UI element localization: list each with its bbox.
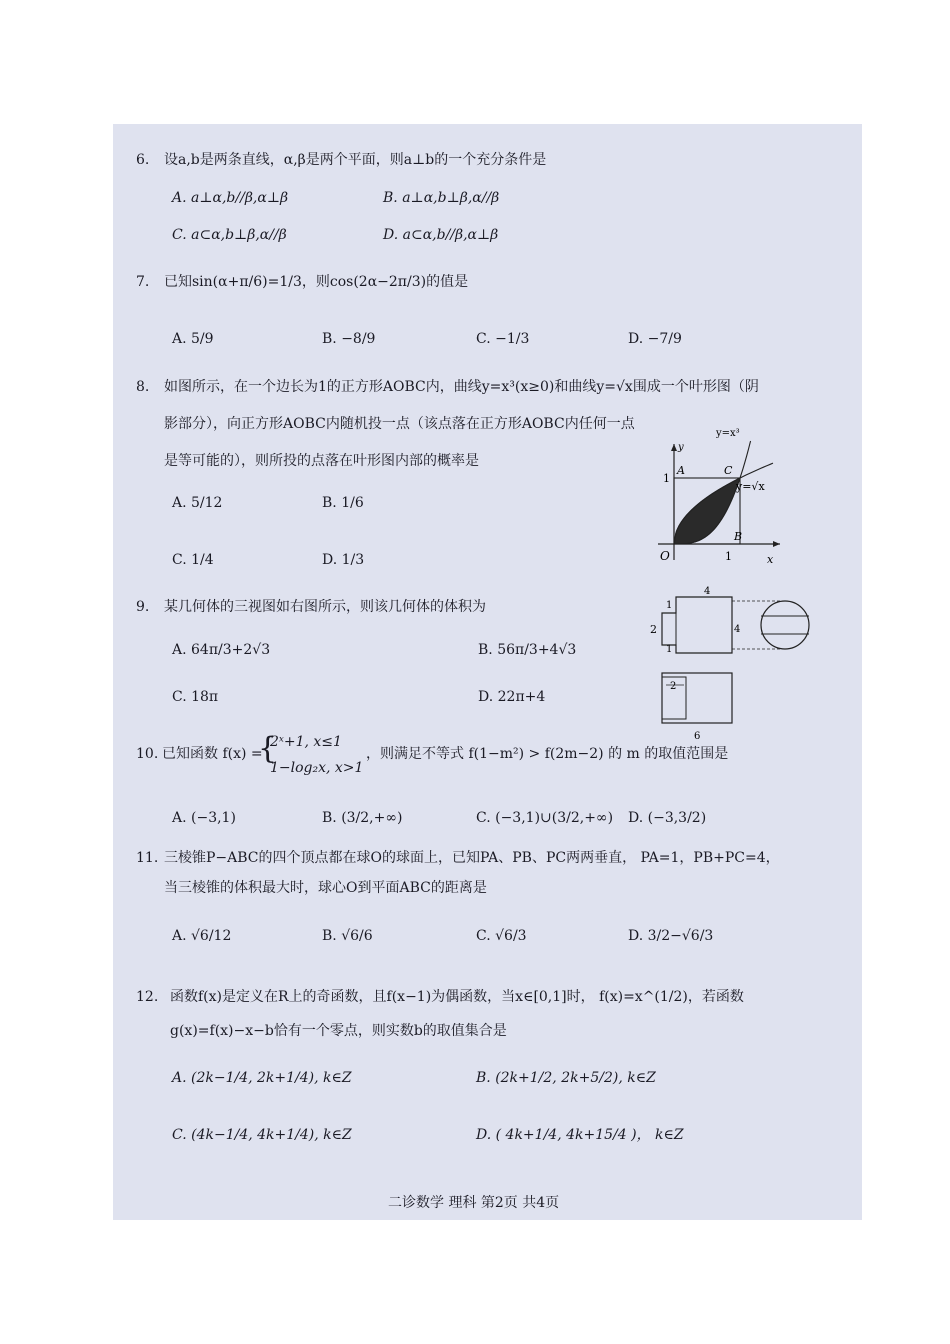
q7-option-a: A. 5/9 bbox=[172, 331, 214, 347]
q9-dim-bottom1: 1 bbox=[666, 644, 673, 655]
q6-option-d: D. a⊂α,b//β,α⊥β bbox=[383, 227, 499, 243]
q10-option-c: C. (−3,1)∪(3/2,+∞) bbox=[476, 810, 614, 826]
q12-option-a: A. (2k−1/4, 2k+1/4), k∈Z bbox=[172, 1070, 352, 1086]
q10-option-d: D. (−3,3/2) bbox=[628, 810, 707, 826]
q9-dim-right4: 4 bbox=[734, 624, 741, 635]
q9-dim-left1: 1 bbox=[666, 600, 673, 611]
q12-option-b: B. (2k+1/2, 2k+5/2), k∈Z bbox=[476, 1070, 656, 1086]
page-footer: 二诊数学 理科 第2页 共4页 bbox=[388, 1195, 560, 1211]
q6-option-b: B. a⊥α,b⊥β,α//β bbox=[383, 190, 500, 206]
q7-stem: 已知sin(α+π/6)=1/3，则cos(2α−2π/3)的值是 bbox=[164, 274, 469, 290]
q9-dim-left2: 2 bbox=[650, 623, 657, 636]
q8-tick-y1: 1 bbox=[663, 472, 670, 485]
q11-option-d: D. 3/2−√6/3 bbox=[628, 928, 714, 944]
q9-three-view-figure bbox=[640, 585, 840, 745]
q9-option-c: C. 18π bbox=[172, 689, 219, 705]
q8-option-d: D. 1/3 bbox=[322, 552, 365, 568]
q11-option-b: B. √6/6 bbox=[322, 928, 373, 944]
q8-tick-x1: 1 bbox=[725, 550, 732, 563]
q8-stem-line3: 是等可能的），则所投的点落在叶形图内部的概率是 bbox=[164, 453, 479, 469]
q8-stem-line2: 影部分），向正方形AOBC内随机投一点（该点落在正方形AOBC内任何一点 bbox=[164, 416, 635, 432]
q8-label-a: A bbox=[677, 464, 685, 477]
q7-option-d: D. −7/9 bbox=[628, 331, 682, 347]
q8-label-c: C bbox=[724, 464, 733, 477]
q11-option-a: A. √6/12 bbox=[172, 928, 232, 944]
q12-option-c: C. (4k−1/4, 4k+1/4), k∈Z bbox=[172, 1127, 352, 1143]
q7-option-b: B. −8/9 bbox=[322, 331, 376, 347]
q11-option-c: C. √6/3 bbox=[476, 928, 527, 944]
q8-number: 8. bbox=[136, 379, 150, 395]
q8-label-cube: y=x³ bbox=[716, 428, 740, 439]
q8-label-x: x bbox=[767, 553, 774, 566]
q10-stem-prefix: 已知函数 f(x) = bbox=[162, 746, 263, 762]
q10-stem-suffix: ，则满足不等式 f(1−m²) > f(2m−2) 的 m 的取值范围是 bbox=[366, 746, 729, 762]
q6-option-c: C. a⊂α,b⊥β,α//β bbox=[172, 227, 287, 243]
q6-stem: 设a,b是两条直线，α,β是两个平面，则a⊥b的一个充分条件是 bbox=[164, 152, 547, 168]
q10-option-b: B. (3/2,+∞) bbox=[322, 810, 403, 826]
q9-option-d: D. 22π+4 bbox=[478, 689, 546, 705]
q9-side-view-circle bbox=[761, 601, 809, 649]
q9-option-b: B. 56π/3+4√3 bbox=[478, 642, 577, 658]
q10-option-a: A. (−3,1) bbox=[172, 810, 236, 826]
q9-dim-top2: 2 bbox=[670, 681, 677, 692]
q8-option-c: C. 1/4 bbox=[172, 552, 214, 568]
q8-label-o: O bbox=[660, 549, 670, 563]
q10-piece2: 1−log₂x, x>1 bbox=[270, 760, 364, 776]
q8-option-b: B. 1/6 bbox=[322, 495, 364, 511]
q12-stem-line1: 函数f(x)是定义在R上的奇函数，且f(x−1)为偶函数，当x∈[0,1]时， f(x)=x^(1/2)，若函数 bbox=[170, 989, 744, 1005]
q9-number: 9. bbox=[136, 599, 150, 615]
q12-number: 12. bbox=[136, 989, 159, 1005]
q9-option-a: A. 64π/3+2√3 bbox=[172, 642, 271, 658]
q11-number: 11. bbox=[136, 850, 159, 866]
q8-label-sqrt: y=√x bbox=[736, 480, 765, 493]
q8-leaf-figure bbox=[650, 420, 790, 575]
q9-dim-top4: 4 bbox=[704, 586, 711, 597]
q10-brace: { bbox=[258, 731, 278, 766]
q6-number: 6. bbox=[136, 152, 150, 168]
q12-option-d: D. ( 4k+1/4, 4k+15/4 )， k∈Z bbox=[476, 1127, 684, 1143]
q7-option-c: C. −1/3 bbox=[476, 331, 530, 347]
q11-stem-line1: 三棱锥P−ABC的四个顶点都在球O的球面上，已知PA、PB、PC两两垂直， PA=1，PB+PC=4， bbox=[164, 850, 780, 866]
q8-label-b: B bbox=[734, 530, 743, 543]
q9-stem: 某几何体的三视图如右图所示，则该几何体的体积为 bbox=[164, 599, 486, 615]
q7-number: 7. bbox=[136, 274, 150, 290]
q8-label-y: y bbox=[678, 442, 684, 453]
q8-x-arrow bbox=[773, 541, 780, 547]
q11-stem-line2: 当三棱锥的体积最大时，球心O到平面ABC的距离是 bbox=[164, 880, 487, 896]
q8-y-arrow bbox=[671, 444, 677, 451]
q8-option-a: A. 5/12 bbox=[172, 495, 223, 511]
q10-number: 10. bbox=[136, 746, 159, 762]
q8-leaf-shaded bbox=[674, 478, 743, 544]
q12-stem-line2: g(x)=f(x)−x−b恰有一个零点，则实数b的取值集合是 bbox=[170, 1023, 507, 1039]
q9-dim-bottom6: 6 bbox=[694, 731, 701, 742]
q9-front-view bbox=[662, 597, 732, 653]
q8-stem-line1: 如图所示，在一个边长为1的正方形AOBC内，曲线y=x³(x≥0)和曲线y=√x围成一个叶形图（阴 bbox=[164, 379, 759, 395]
q6-option-a: A. a⊥α,b//β,α⊥β bbox=[172, 190, 289, 206]
q10-piece1: 2ˣ+1, x≤1 bbox=[270, 734, 342, 750]
